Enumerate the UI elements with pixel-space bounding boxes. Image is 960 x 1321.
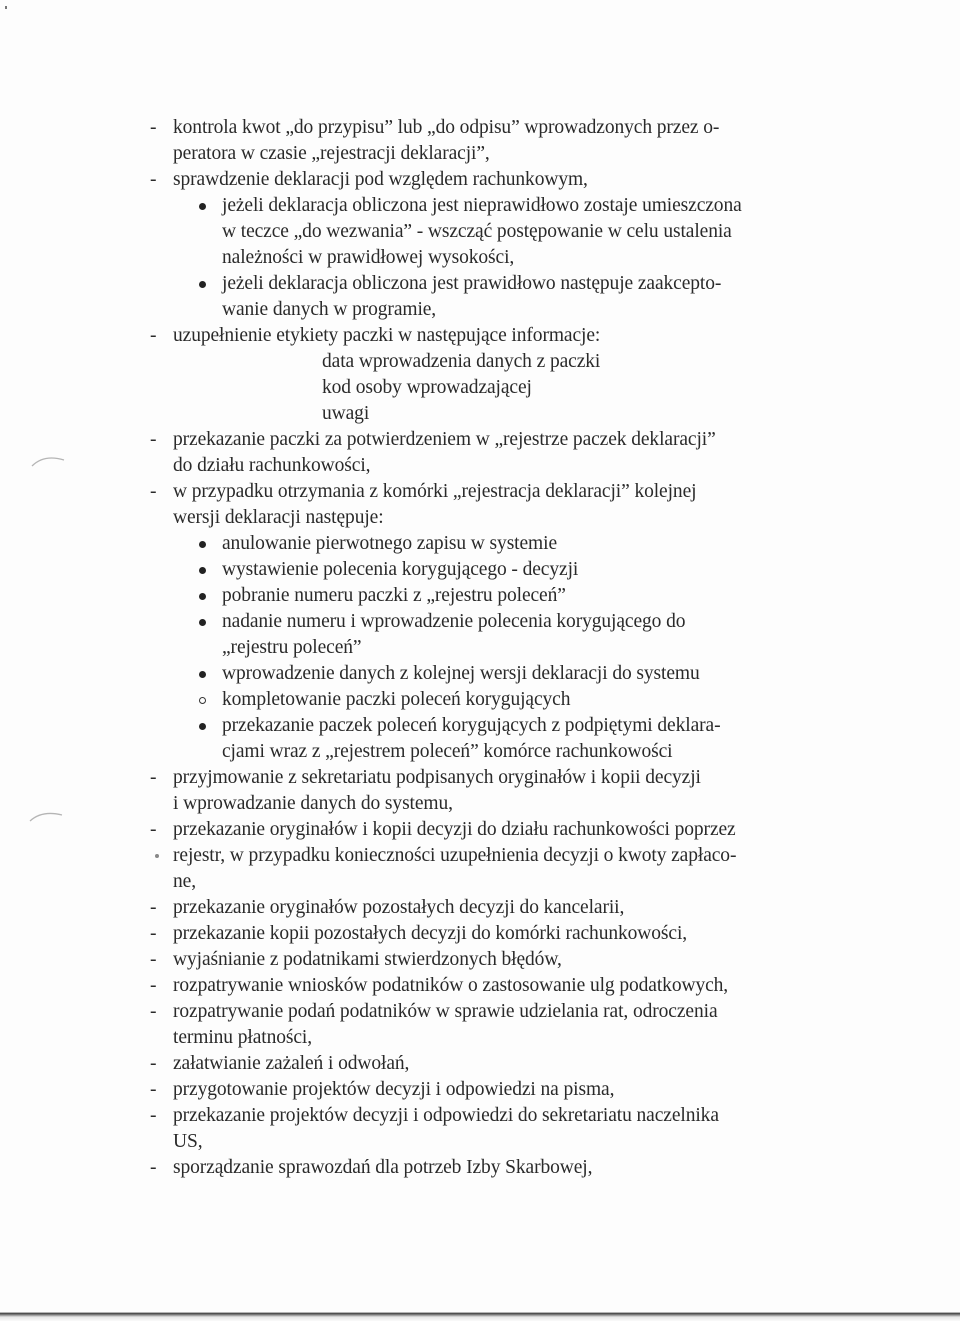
text-line: wersji deklaracji następuje: [173,507,384,528]
text-line: przekazanie paczki za potwierdzeniem w „rejestrze paczek deklaracji” [173,429,716,450]
text-line: data wprowadzenia danych z paczki [322,351,601,372]
list-bullet [199,671,206,678]
list-dash: - [150,481,157,502]
list-dash: - [150,1053,157,1074]
text-line: wyjaśnianie z podatnikami stwierdzonych błędów, [173,949,562,970]
list-dash: - [150,1001,157,1022]
list-dash: - [150,949,157,970]
list-dash: - [150,897,157,918]
list-bullet [199,697,206,704]
list-dash: - [150,429,157,450]
text-line: sprawdzenie deklaracji pod względem rachunkowym, [173,169,588,190]
text-line: kod osoby wprowadzającej [322,377,532,398]
list-bullet [199,567,206,574]
text-line: sporządzanie sprawozdań dla potrzeb Izby Skarbowej, [173,1157,593,1178]
list-dash: - [150,767,157,788]
list-dash: - [150,1157,157,1178]
text-line: przekazanie paczek poleceń korygujących z podpiętymi deklara- [222,715,721,736]
list-bullet [199,203,206,210]
text-line: jeżeli deklaracja obliczona jest nieprawidłowo zostaje umieszczona [222,195,742,216]
list-bullet [199,723,206,730]
text-line: US, [173,1131,203,1152]
list-bullet [199,281,206,288]
text-line: pobranie numeru paczki z „rejestru poleceń” [222,585,566,606]
text-line: rejestr, w przypadku konieczności uzupełnienia decyzji o kwoty zapłaco- [173,845,737,866]
text-line: przygotowanie projektów decyzji i odpowiedzi na pisma, [173,1079,615,1100]
list-dash: - [150,1079,157,1100]
list-dash: - [150,975,157,996]
list-dash: - [150,117,157,138]
text-line: terminu płatności, [173,1027,313,1048]
text-line: „rejestru poleceń” [222,637,362,658]
text-line: należności w prawidłowej wysokości, [222,247,515,268]
text-line: rozpatrywanie wniosków podatników o zastosowanie ulg podatkowych, [173,975,729,996]
list-speck [155,854,159,858]
margin-scan-mark-top [30,452,70,468]
text-line: rozpatrywanie podań podatników w sprawie udzielania rat, odroczenia [173,1001,718,1022]
text-line: przekazanie oryginałów pozostałych decyzji do kancelarii, [173,897,625,918]
text-line: załatwianie zażaleń i odwołań, [173,1053,410,1074]
list-dash: - [150,325,157,346]
list-bullet [199,541,206,548]
text-line: uzupełnienie etykiety paczki w następujące informacje: [173,325,601,346]
text-line: wprowadzenie danych z kolejnej wersji deklaracji do systemu [222,663,700,684]
text-line: przekazanie oryginałów i kopii decyzji do działu rachunkowości poprzez [173,819,736,840]
list-bullet [199,619,206,626]
list-dash: - [150,1105,157,1126]
scan-speck [5,6,7,9]
text-line: kontrola kwot „do przypisu” lub „do odpisu” wprowadzonych przez o- [173,117,720,138]
text-line: w przypadku otrzymania z komórki „rejestracja deklaracji” kolejnej [173,481,697,502]
margin-scan-mark-bottom [28,808,68,824]
list-dash: - [150,819,157,840]
scan-bottom-edge [0,1305,960,1321]
text-line: i wprowadzanie danych do systemu, [173,793,453,814]
list-dash: - [150,169,157,190]
list-dash: - [150,923,157,944]
text-line: cjami wraz z „rejestrem poleceń” komórce rachunkowości [222,741,673,762]
text-line: anulowanie pierwotnego zapisu w systemie [222,533,557,554]
text-line: w teczce „do wezwania” - wszcząć postępowanie w celu ustalenia [222,221,732,242]
text-line: nadanie numeru i wprowadzenie polecenia korygującego do [222,611,686,632]
text-line: ne, [173,871,196,892]
text-line: wystawienie polecenia korygującego - decyzji [222,559,579,580]
text-line: kompletowanie paczki poleceń korygujących [222,689,571,710]
list-bullet [199,593,206,600]
text-line: wanie danych w programie, [222,299,437,320]
text-line: peratora w czasie „rejestracji deklaracji”, [173,143,490,164]
text-line: przekazanie projektów decyzji i odpowiedzi do sekretariatu naczelnika [173,1105,719,1126]
text-line: przyjmowanie z sekretariatu podpisanych oryginałów i kopii decyzji [173,767,701,788]
text-line: uwagi [322,403,370,424]
text-line: do działu rachunkowości, [173,455,371,476]
text-line: przekazanie kopii pozostałych decyzji do komórki rachunkowości, [173,923,688,944]
text-line: jeżeli deklaracja obliczona jest prawidłowo następuje zaakcepto- [222,273,722,294]
